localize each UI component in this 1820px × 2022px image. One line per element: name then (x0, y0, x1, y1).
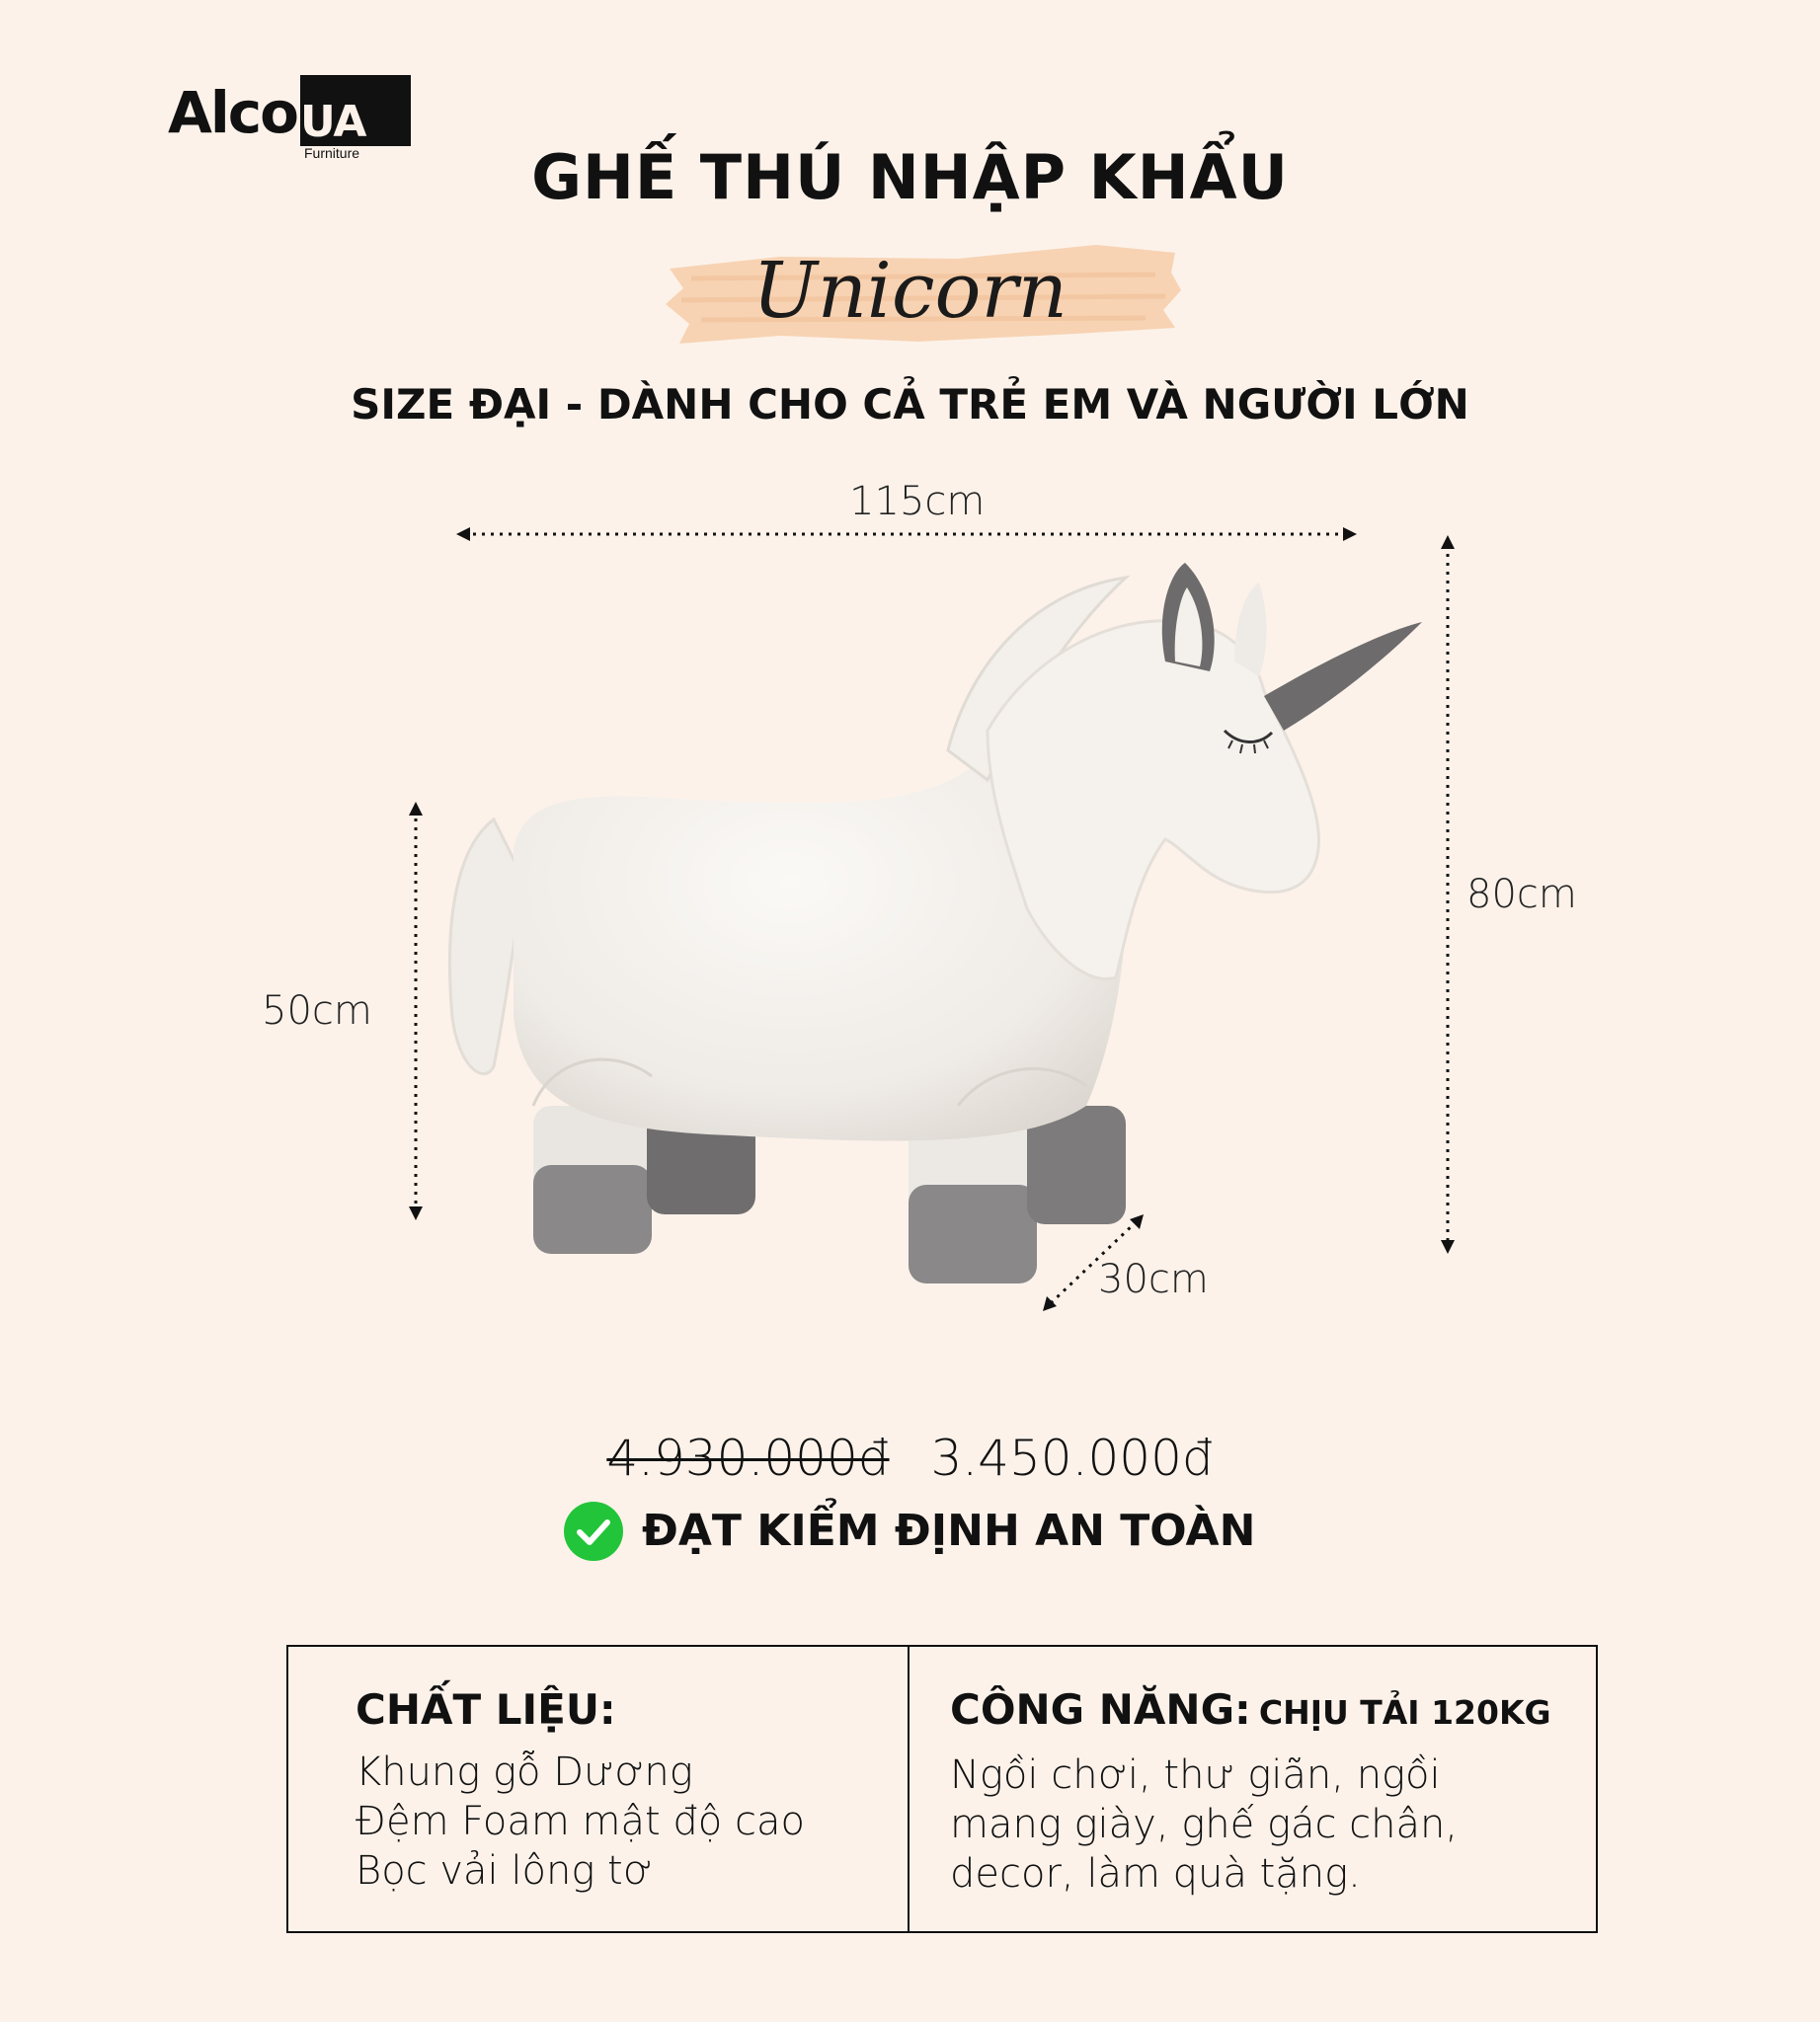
material-line: Khung gỗ Dương (356, 1750, 693, 1795)
price-row (0, 1427, 1820, 1490)
depth-label: 30cm (1098, 1257, 1209, 1302)
safety-badge (563, 1497, 1255, 1566)
head (988, 621, 1319, 979)
back-hoof-near (533, 1165, 652, 1254)
material-heading: CHẤT LIỆU: (356, 1685, 616, 1734)
function-lines (950, 1750, 1551, 1899)
material-line: Đệm Foam mật độ cao (356, 1799, 805, 1844)
function-cell (950, 1682, 1551, 1899)
tail (449, 819, 523, 1074)
logo-boxed-text: UA (300, 97, 366, 147)
seat-height-label: 50cm (262, 988, 372, 1034)
safety-label: ĐẠT KIỂM ĐỊNH AN TOÀN (642, 1506, 1256, 1556)
function-line: decor, làm quà tặng. (950, 1851, 1361, 1897)
function-heading-row (950, 1682, 1551, 1741)
height-label: 80cm (1466, 872, 1577, 917)
material-cell (356, 1682, 805, 1896)
material-lines (356, 1748, 805, 1896)
product-subtitle: SIZE ĐẠI - DÀNH CHO CẢ TRẺ EM VÀ NGƯỜI LỚN (351, 380, 1469, 428)
horn (1264, 622, 1422, 731)
function-heading: CÔNG NĂNG: (950, 1685, 1251, 1734)
table-divider (908, 1647, 910, 1931)
ear-right (1234, 583, 1267, 676)
old-price: 4.930.000đ (606, 1430, 890, 1487)
logo-word: Alco (168, 79, 297, 146)
logo-subtitle: Furniture (304, 145, 360, 161)
length-label: 115cm (849, 479, 986, 524)
function-line: Ngồi chơi, thư giãn, ngồi (950, 1752, 1441, 1798)
load-note: CHỊU TẢI 120KG (1258, 1693, 1551, 1732)
function-line: mang giày, ghế gác chân, (950, 1802, 1459, 1847)
spec-table (286, 1645, 1598, 1933)
page-title: GHẾ THÚ NHẬP KHẨU (531, 141, 1289, 213)
product-name-script: Unicorn (752, 247, 1068, 336)
new-price: 3.450.000đ (930, 1430, 1214, 1487)
front-hoof-near (909, 1185, 1037, 1283)
check-icon (563, 1501, 624, 1562)
material-line: Bọc vải lông tơ (356, 1848, 653, 1894)
unicorn-stool-image (435, 553, 1432, 1303)
